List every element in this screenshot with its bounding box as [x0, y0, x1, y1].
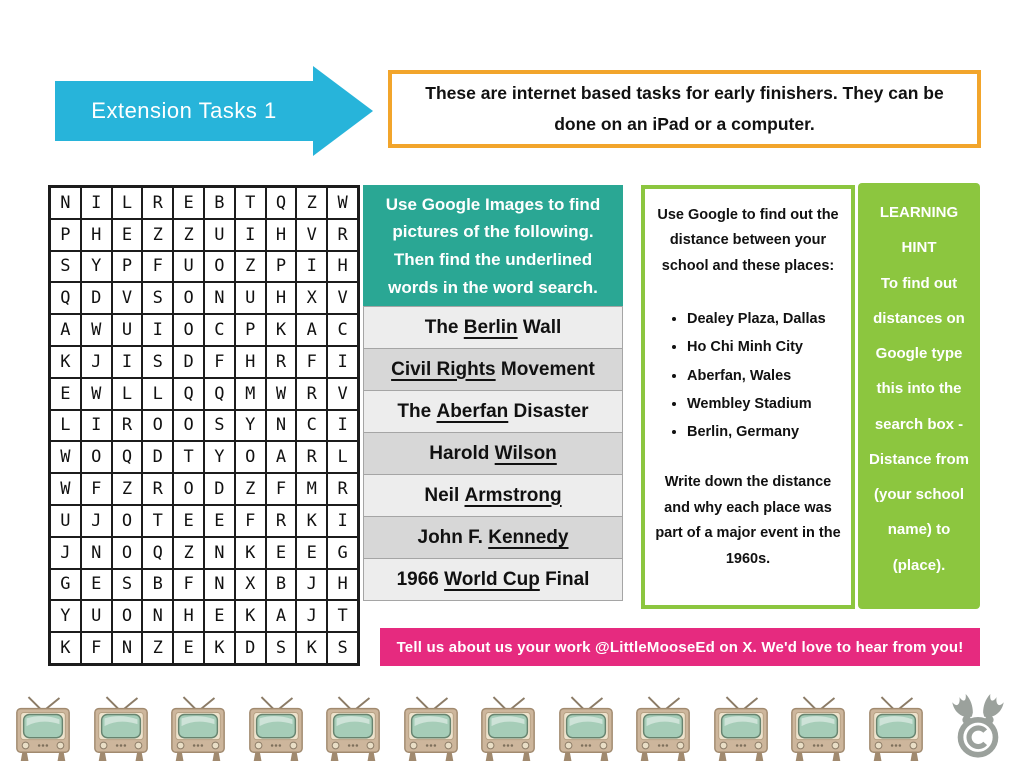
- word-search-cell: W: [81, 314, 112, 346]
- word-list-segment: Aberfan: [436, 400, 509, 422]
- word-list-item: [363, 558, 623, 601]
- word-search-cell: V: [296, 219, 327, 251]
- word-list-segment: Final: [539, 568, 590, 590]
- word-search-cell: R: [266, 346, 297, 378]
- word-search-cell: N: [204, 537, 235, 569]
- word-search-cell: R: [142, 473, 173, 505]
- word-search-cell: A: [266, 600, 297, 632]
- word-search-cell: Q: [204, 378, 235, 410]
- word-search-cell: V: [112, 282, 143, 314]
- word-search-cell: I: [296, 251, 327, 283]
- moose-copyright-logo: [942, 692, 1014, 764]
- word-search-cell: H: [173, 600, 204, 632]
- place-item: • Wembley Stadium: [687, 390, 843, 418]
- word-search-cell: N: [112, 632, 143, 664]
- word-search-cell: Z: [142, 219, 173, 251]
- place-item: • Ho Chi Minh City: [687, 333, 843, 361]
- word-search-cell: E: [204, 505, 235, 537]
- word-search-row: [50, 282, 358, 314]
- word-search-cell: C: [204, 314, 235, 346]
- word-list-item: [363, 474, 623, 517]
- retro-tv-icon: [400, 694, 462, 764]
- word-list-segment: Berlin: [463, 316, 518, 338]
- word-search-cell: L: [142, 378, 173, 410]
- word-search-cell: J: [81, 346, 112, 378]
- word-search-row: [50, 314, 358, 346]
- word-search-cell: U: [235, 282, 266, 314]
- word-search-cell: Y: [204, 441, 235, 473]
- word-search-cell: T: [142, 505, 173, 537]
- word-search-cell: Y: [50, 600, 81, 632]
- word-search-cell: B: [266, 569, 297, 601]
- word-search-cell: E: [266, 537, 297, 569]
- word-search-cell: Q: [173, 378, 204, 410]
- word-search-cell: D: [173, 346, 204, 378]
- word-search-cell: T: [235, 187, 266, 219]
- word-search-cell: U: [50, 505, 81, 537]
- word-search-cell: E: [296, 537, 327, 569]
- retro-tv-icon: [865, 694, 927, 764]
- word-search-cell: B: [142, 569, 173, 601]
- word-search-cell: H: [327, 251, 358, 283]
- word-search-row: [50, 441, 358, 473]
- word-search-cell: O: [173, 410, 204, 442]
- word-search-cell: D: [142, 441, 173, 473]
- word-search-cell: H: [235, 346, 266, 378]
- word-search-row: [50, 569, 358, 601]
- word-search-cell: E: [173, 505, 204, 537]
- word-search-cell: N: [50, 187, 81, 219]
- word-search-cell: K: [204, 632, 235, 664]
- word-search-cell: A: [296, 314, 327, 346]
- word-list-segment: Civil Rights: [391, 358, 496, 380]
- word-list-item: [363, 348, 623, 391]
- word-search-row: [50, 473, 358, 505]
- social-banner-text: Tell us about us your work @LittleMooseEd on X. We'd love to hear from you!: [396, 638, 964, 656]
- word-search-cell: F: [142, 251, 173, 283]
- word-search-cell: F: [173, 569, 204, 601]
- word-search-cell: O: [173, 314, 204, 346]
- info-box: [388, 70, 981, 148]
- word-search-cell: J: [296, 600, 327, 632]
- word-search-cell: Q: [50, 282, 81, 314]
- word-search-row: [50, 632, 358, 664]
- word-search-cell: S: [50, 251, 81, 283]
- word-search-cell: Q: [266, 187, 297, 219]
- word-search-cell: Z: [112, 473, 143, 505]
- word-list-segment: The: [424, 316, 464, 338]
- word-search-cell: E: [173, 632, 204, 664]
- word-search-cell: L: [327, 441, 358, 473]
- word-search-cell: N: [142, 600, 173, 632]
- word-list: [363, 307, 623, 601]
- word-search-cell: E: [112, 219, 143, 251]
- place-item: • Berlin, Germany: [687, 418, 843, 446]
- word-search-cell: D: [204, 473, 235, 505]
- word-search-cell: O: [173, 282, 204, 314]
- retro-tv-icon: [710, 694, 772, 764]
- word-search-cell: S: [327, 632, 358, 664]
- word-search-cell: O: [235, 441, 266, 473]
- word-search-row: [50, 600, 358, 632]
- word-search-cell: E: [50, 378, 81, 410]
- word-list-item: [363, 432, 623, 475]
- word-search-cell: S: [142, 282, 173, 314]
- word-search-cell: J: [81, 505, 112, 537]
- word-search-cell: E: [81, 569, 112, 601]
- word-search-cell: C: [327, 314, 358, 346]
- word-search-cell: O: [173, 473, 204, 505]
- word-list-segment: Movement: [495, 358, 595, 380]
- tv-row: [12, 692, 1014, 764]
- word-search-cell: U: [81, 600, 112, 632]
- word-list-segment: Neil: [424, 484, 465, 506]
- word-search-cell: K: [296, 632, 327, 664]
- word-search-cell: D: [235, 632, 266, 664]
- word-search-cell: I: [81, 410, 112, 442]
- word-search-cell: V: [327, 282, 358, 314]
- word-search-row: [50, 251, 358, 283]
- distance-task-panel: [641, 185, 855, 609]
- word-search-row: [50, 505, 358, 537]
- word-search-cell: E: [173, 187, 204, 219]
- word-search-cell: N: [81, 537, 112, 569]
- word-list-segment: Wilson: [494, 442, 557, 464]
- word-search-cell: K: [266, 314, 297, 346]
- word-search-cell: X: [296, 282, 327, 314]
- word-list-segment: 1966: [396, 568, 445, 590]
- word-search-cell: I: [327, 505, 358, 537]
- word-search-cell: O: [112, 600, 143, 632]
- retro-tv-icon: [90, 694, 152, 764]
- word-search-cell: B: [204, 187, 235, 219]
- word-search-cell: F: [81, 632, 112, 664]
- word-search-cell: S: [266, 632, 297, 664]
- word-search-cell: T: [173, 441, 204, 473]
- word-search-cell: H: [327, 569, 358, 601]
- word-search-cell: A: [266, 441, 297, 473]
- learning-hint-body: To find out distances on Google type this into the search box - Distance from (your school name) to (place).: [868, 274, 970, 574]
- word-search-cell: Z: [173, 537, 204, 569]
- word-search-cell: O: [81, 441, 112, 473]
- word-search-cell: G: [327, 537, 358, 569]
- header-arrow-head: [313, 66, 373, 156]
- word-search-cell: P: [50, 219, 81, 251]
- word-search-cell: E: [204, 600, 235, 632]
- word-search-cell: F: [235, 505, 266, 537]
- word-search-cell: U: [173, 251, 204, 283]
- word-list-item: [363, 306, 623, 349]
- word-search-cell: I: [112, 346, 143, 378]
- word-search-cell: N: [266, 410, 297, 442]
- word-list-segment: John F.: [417, 526, 489, 548]
- word-search-cell: G: [50, 569, 81, 601]
- word-search-cell: N: [204, 282, 235, 314]
- word-search-cell: I: [142, 314, 173, 346]
- social-banner: [380, 628, 980, 666]
- word-search-cell: F: [266, 473, 297, 505]
- word-search-cell: S: [204, 410, 235, 442]
- info-text: These are internet based tasks for early finishers. They can be done on an iPad or a computer.: [425, 83, 944, 134]
- word-search-cell: I: [327, 346, 358, 378]
- retro-tv-icon: [787, 694, 849, 764]
- word-search-cell: C: [296, 410, 327, 442]
- word-search-cell: R: [112, 410, 143, 442]
- places-list: [687, 305, 843, 446]
- word-search-cell: Y: [235, 410, 266, 442]
- word-search-cell: Z: [296, 187, 327, 219]
- word-search-cell: L: [112, 187, 143, 219]
- word-search-row: [50, 410, 358, 442]
- word-search-row: [50, 537, 358, 569]
- word-search-cell: U: [204, 219, 235, 251]
- learning-hint-panel: [858, 183, 980, 609]
- word-search-row: [50, 219, 358, 251]
- word-list-segment: Disaster: [508, 400, 589, 422]
- word-search-cell: Q: [142, 537, 173, 569]
- header-arrow-label: Extension Tasks 1: [91, 98, 277, 123]
- retro-tv-icon: [322, 694, 384, 764]
- word-search-cell: O: [112, 537, 143, 569]
- place-item: • Dealey Plaza, Dallas: [687, 305, 843, 333]
- word-search-cell: W: [327, 187, 358, 219]
- word-search-cell: R: [266, 505, 297, 537]
- word-search-cell: O: [112, 505, 143, 537]
- word-search-cell: R: [296, 378, 327, 410]
- word-search-cell: R: [327, 219, 358, 251]
- word-search-cell: I: [235, 219, 266, 251]
- retro-tv-icon: [632, 694, 694, 764]
- word-list-segment: Armstrong: [464, 484, 562, 506]
- word-search-row: [50, 346, 358, 378]
- retro-tv-icon: [12, 694, 74, 764]
- word-search-cell: S: [112, 569, 143, 601]
- word-search-cell: H: [81, 219, 112, 251]
- word-search-cell: F: [296, 346, 327, 378]
- word-search-cell: Q: [112, 441, 143, 473]
- word-search-cell: M: [235, 378, 266, 410]
- word-search-cell: H: [266, 219, 297, 251]
- word-search-cell: J: [50, 537, 81, 569]
- google-images-panel: [363, 185, 623, 307]
- word-search-row: [50, 187, 358, 219]
- word-search-cell: S: [142, 346, 173, 378]
- word-search-cell: K: [235, 537, 266, 569]
- word-list-item: [363, 390, 623, 433]
- word-search-cell: I: [327, 410, 358, 442]
- word-search-cell: M: [296, 473, 327, 505]
- learning-hint-title: LEARNING HINT: [879, 204, 959, 257]
- word-search-cell: R: [327, 473, 358, 505]
- word-search-cell: W: [50, 441, 81, 473]
- word-search-cell: K: [50, 346, 81, 378]
- word-search-grid: [48, 185, 360, 666]
- retro-tv-icon: [477, 694, 539, 764]
- word-search-cell: O: [142, 410, 173, 442]
- word-search-cell: X: [235, 569, 266, 601]
- place-item: • Aberfan, Wales: [687, 362, 843, 390]
- word-list-segment: Harold: [429, 442, 495, 464]
- word-search-cell: H: [266, 282, 297, 314]
- word-search-cell: L: [50, 410, 81, 442]
- word-search-cell: I: [81, 187, 112, 219]
- word-list-item: [363, 516, 623, 559]
- word-search-cell: P: [235, 314, 266, 346]
- header-arrow: [55, 81, 313, 141]
- word-search-cell: R: [296, 441, 327, 473]
- word-search-cell: Z: [235, 251, 266, 283]
- retro-tv-icon: [555, 694, 617, 764]
- word-search-cell: D: [81, 282, 112, 314]
- word-list-segment: World Cup: [444, 568, 540, 590]
- word-search-cell: P: [266, 251, 297, 283]
- word-search-cell: K: [296, 505, 327, 537]
- word-search-cell: Z: [142, 632, 173, 664]
- word-search-cell: Z: [173, 219, 204, 251]
- word-search-cell: K: [235, 600, 266, 632]
- google-images-instruction: Use Google Images to find pictures of the following. Then find the underlined words in the word search.: [385, 194, 601, 297]
- word-search-cell: O: [204, 251, 235, 283]
- word-search-cell: W: [81, 378, 112, 410]
- word-search-cell: F: [81, 473, 112, 505]
- word-search-cell: T: [327, 600, 358, 632]
- distance-task-intro: Use Google to find out the distance between your school and these places:: [657, 207, 839, 274]
- word-list-segment: Wall: [517, 316, 562, 338]
- word-search-cell: W: [266, 378, 297, 410]
- word-search-cell: W: [50, 473, 81, 505]
- word-search-cell: Y: [81, 251, 112, 283]
- word-search-cell: K: [50, 632, 81, 664]
- word-search-cell: P: [112, 251, 143, 283]
- retro-tv-icon: [167, 694, 229, 764]
- distance-task-outro: Write down the distance and why each place was part of a major event in the 1960s.: [655, 474, 841, 567]
- word-search-cell: U: [112, 314, 143, 346]
- word-list-segment: The: [397, 400, 437, 422]
- retro-tv-icon: [245, 694, 307, 764]
- word-search-row: [50, 378, 358, 410]
- word-search-cell: L: [112, 378, 143, 410]
- word-search-cell: Z: [235, 473, 266, 505]
- word-list-segment: Kennedy: [488, 526, 569, 548]
- word-search-cell: J: [296, 569, 327, 601]
- word-search-cell: N: [204, 569, 235, 601]
- word-search-cell: V: [327, 378, 358, 410]
- word-search-cell: A: [50, 314, 81, 346]
- word-search-cell: R: [142, 187, 173, 219]
- word-search-cell: F: [204, 346, 235, 378]
